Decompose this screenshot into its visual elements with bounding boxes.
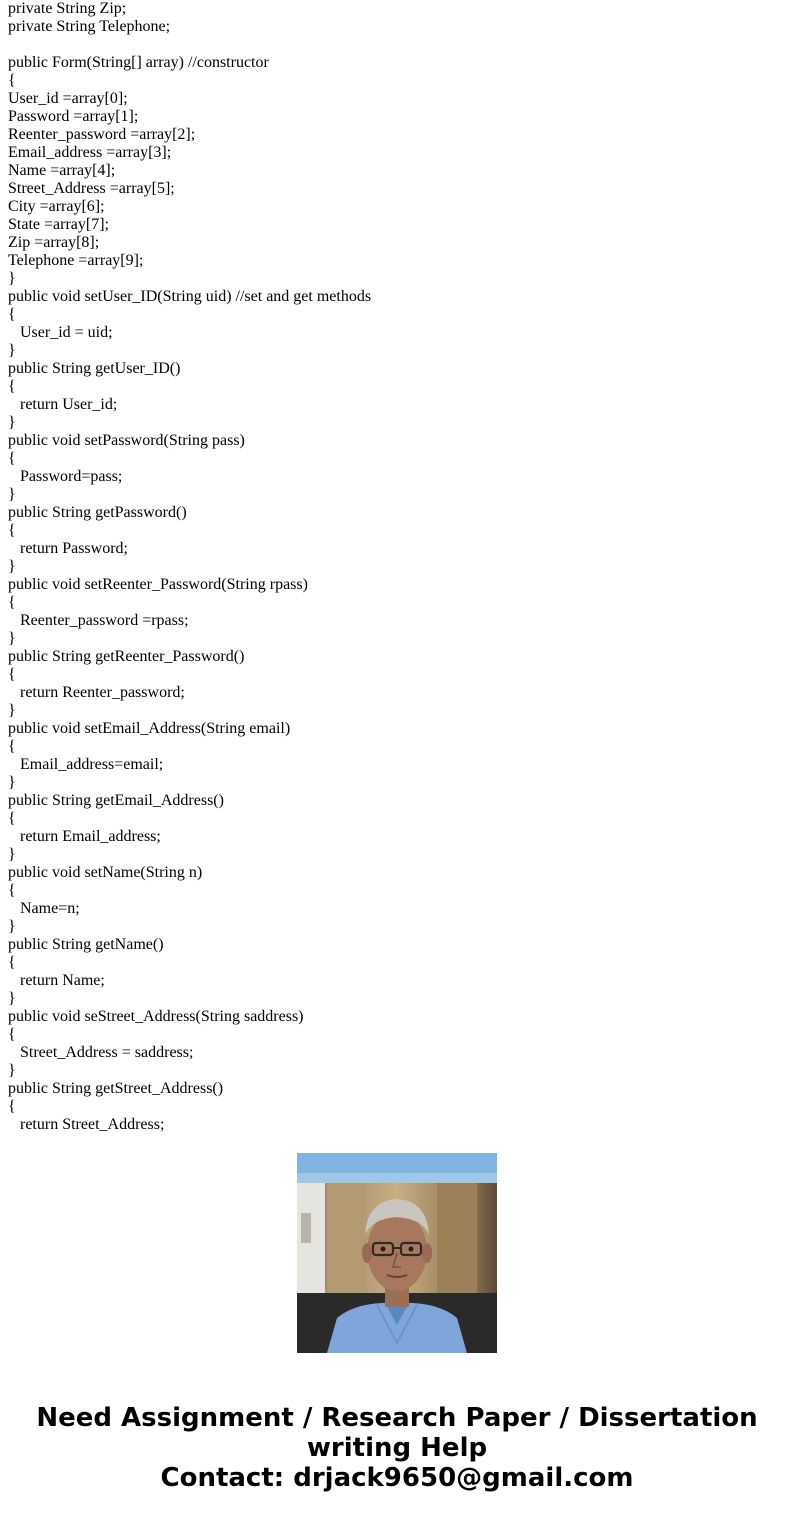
code-line: User_id = uid;	[8, 324, 113, 341]
code-line: public String getPassword()	[8, 504, 187, 521]
code-line: }	[8, 774, 16, 791]
promo-headline-line2: writing Help	[306, 1433, 488, 1463]
code-line: Telephone =array[9];	[8, 252, 144, 269]
code-line: {	[8, 954, 16, 971]
code-line: public void setUser_ID(String uid) //set and get methods	[8, 288, 372, 305]
code-line: {	[8, 1026, 16, 1043]
code-line: {	[8, 666, 16, 683]
author-photo-icon	[297, 1153, 497, 1353]
code-line: }	[8, 342, 16, 359]
code-line: {	[8, 738, 16, 755]
code-line: }	[8, 702, 16, 719]
promo-banner	[0, 1403, 794, 1493]
code-line: Email_address=email;	[8, 756, 164, 773]
code-line: {	[8, 378, 16, 395]
code-line: public void setPassword(String pass)	[8, 432, 245, 449]
code-line: public String getName()	[8, 936, 164, 953]
code-line: }	[8, 846, 16, 863]
promo-contact: Contact: drjack9650@gmail.com	[160, 1463, 634, 1493]
code-line: }	[8, 270, 16, 287]
code-line: {	[8, 306, 16, 323]
code-line: }	[8, 414, 16, 431]
code-line: {	[8, 810, 16, 827]
promo-headline-line1: Need Assignment / Research Paper / Dissertation	[36, 1403, 758, 1433]
code-line: }	[8, 1062, 16, 1079]
code-line: Password=pass;	[8, 468, 123, 485]
code-line: return Password;	[8, 540, 128, 557]
code-line: Name =array[4];	[8, 162, 116, 179]
code-line: City =array[6];	[8, 198, 105, 215]
code-line: public String getEmail_Address()	[8, 792, 224, 809]
code-line	[8, 36, 788, 54]
code-line: {	[8, 882, 16, 899]
code-line: {	[8, 450, 16, 467]
code-line: }	[8, 918, 16, 935]
code-line: }	[8, 558, 16, 575]
code-line: return Street_Address;	[8, 1116, 165, 1133]
code-line: Zip =array[8];	[8, 234, 100, 251]
code-line: public String getReenter_Password()	[8, 648, 245, 665]
code-line: {	[8, 1098, 16, 1115]
code-line: Password =array[1];	[8, 108, 139, 125]
code-line: Name=n;	[8, 900, 80, 917]
code-line: Street_Address = saddress;	[8, 1044, 194, 1061]
code-line: public void setEmail_Address(String email)	[8, 720, 291, 737]
code-line: }	[8, 486, 16, 503]
code-line: {	[8, 594, 16, 611]
code-line: {	[8, 72, 16, 89]
code-line: public void setName(String n)	[8, 864, 203, 881]
code-line: public void setReenter_Password(String rpass)	[8, 576, 308, 593]
code-line: Email_address =array[3];	[8, 144, 172, 161]
code-line: private String Telephone;	[8, 18, 171, 35]
code-line: return Email_address;	[8, 828, 161, 845]
code-line: public String getUser_ID()	[8, 360, 181, 377]
code-line: private String Zip;	[8, 0, 127, 17]
code-line: return Reenter_password;	[8, 684, 185, 701]
code-line: User_id =array[0];	[8, 90, 128, 107]
code-line: State =array[7];	[8, 216, 109, 233]
code-line: public void seStreet_Address(String saddress)	[8, 1008, 304, 1025]
code-line: public Form(String[] array) //constructor	[8, 54, 269, 71]
code-line: Reenter_password =rpass;	[8, 612, 189, 629]
code-line: }	[8, 630, 16, 647]
code-line: Street_Address =array[5];	[8, 180, 175, 197]
code-listing	[8, 0, 788, 1133]
code-line: return Name;	[8, 972, 105, 989]
code-line: public String getStreet_Address()	[8, 1080, 224, 1097]
code-line: Reenter_password =array[2];	[8, 126, 196, 143]
code-line: return User_id;	[8, 396, 118, 413]
code-line: }	[8, 990, 16, 1007]
author-avatar	[297, 1153, 497, 1353]
code-line: {	[8, 522, 16, 539]
